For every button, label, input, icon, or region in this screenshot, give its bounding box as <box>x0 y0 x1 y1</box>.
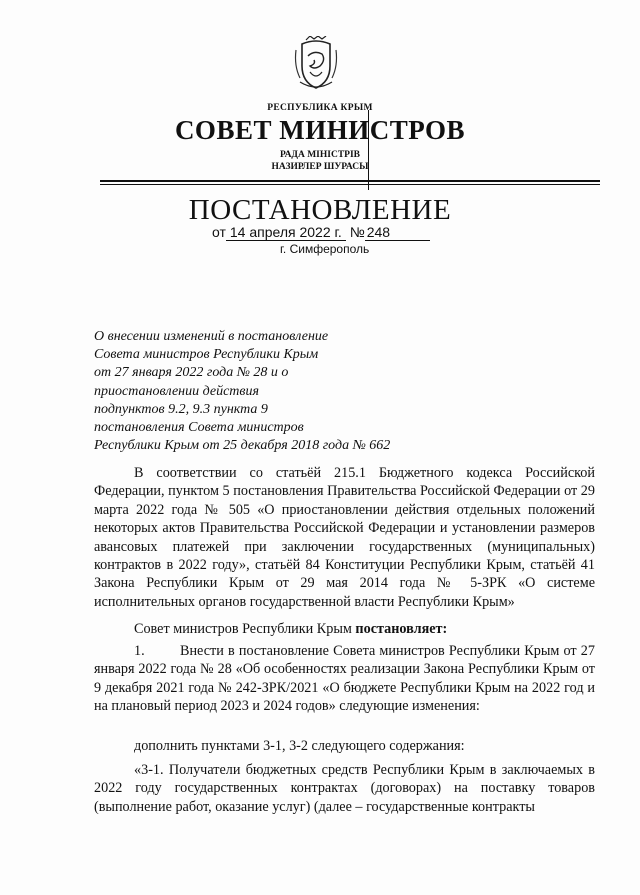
header-rule-thin <box>100 184 600 185</box>
subject-line: от 27 января 2022 года № 28 и о <box>94 365 289 381</box>
item-1-number: 1. <box>134 643 145 659</box>
resolves-keyword: постановляет: <box>355 621 448 637</box>
decree-date: 14 апреля 2022 г. <box>226 224 346 241</box>
subject-line: О внесении изменений в постановление <box>94 329 329 344</box>
item-1-paragraph <box>94 642 595 716</box>
subject-line: подпунктов 9.2, 9.3 пункта 9 <box>94 401 268 417</box>
subject-line: Республики Крым от 25 декабря 2018 года № 662 <box>94 438 391 454</box>
preamble-paragraph: В соответствии со статьёй 215.1 Бюджетного кодекса Российской Федерации, пунктом 5 постановления Правительства Российской Федерации от 29 марта 2022 года № 505 «О приостановлении действия отдельных положений некоторых актов Правительства Российской Федерации и установлении размеров авансовых платежей при заключении государственных (муниципальных) контрактов в 2022 году», статьёй 84 Конституции Республики Крым, статьёй 41 Закона Республики Крым от 29 мая 2014 года № 5-ЗРК «О системе исполнительных органов государственной власти Республики Крым» <box>94 465 595 610</box>
header-republic: РЕСПУБЛИКА КРЫМ <box>267 103 373 113</box>
subject-line: Совета министров Республики Крым <box>94 347 319 363</box>
header-council-crimean: НАЗИРЛЕР ШУРАСЫ <box>271 162 369 172</box>
date-prefix: от <box>212 224 226 240</box>
decree-title: ПОСТАНОВЛЕНИЕ <box>188 194 452 226</box>
subject-line: постановления Совета министров <box>94 420 304 436</box>
supplement-paragraph: дополнить пунктами 3-1, 3-2 следующего содержания: <box>134 738 465 754</box>
decree-date-line <box>212 224 430 241</box>
decree-city: г. Симферополь <box>280 242 370 256</box>
header-rule-thick <box>100 180 600 182</box>
resolves-text: Совет министров Республики Крым <box>134 621 356 637</box>
subject-line: приостановлении действия <box>94 383 260 399</box>
header-council-ua: РАДА МІНІСТРІВ <box>279 150 360 160</box>
decree-number: 248 <box>365 224 430 241</box>
item-1-text: Внести в постановление Совета министров Республики Крым от 27 января 2022 года № 28 «Об особенностях реализации Закона Республики Крым от 9 декабря 2021 года № 242-ЗРК/2021 «О бюджете Республики Крым на 2022 год и на плановый период 2023 и 2024 годов» следующие изменения: <box>94 643 595 715</box>
clause-3-1-paragraph: «3-1. Получатели бюджетных средств Республики Крым в заключаемых в 2022 году государственных контрактах (договорах) на поставку товаров (выполнение работ, оказание услуг) (далее – государственные контракты <box>94 762 595 815</box>
header-divider-vertical <box>368 110 369 190</box>
header-council-title: СОВЕТ МИНИСТРОВ <box>174 115 466 145</box>
number-sign: № <box>349 224 365 240</box>
decree-subject <box>94 328 390 455</box>
crimea-coat-of-arms-icon <box>292 36 340 92</box>
resolves-paragraph <box>94 620 595 638</box>
